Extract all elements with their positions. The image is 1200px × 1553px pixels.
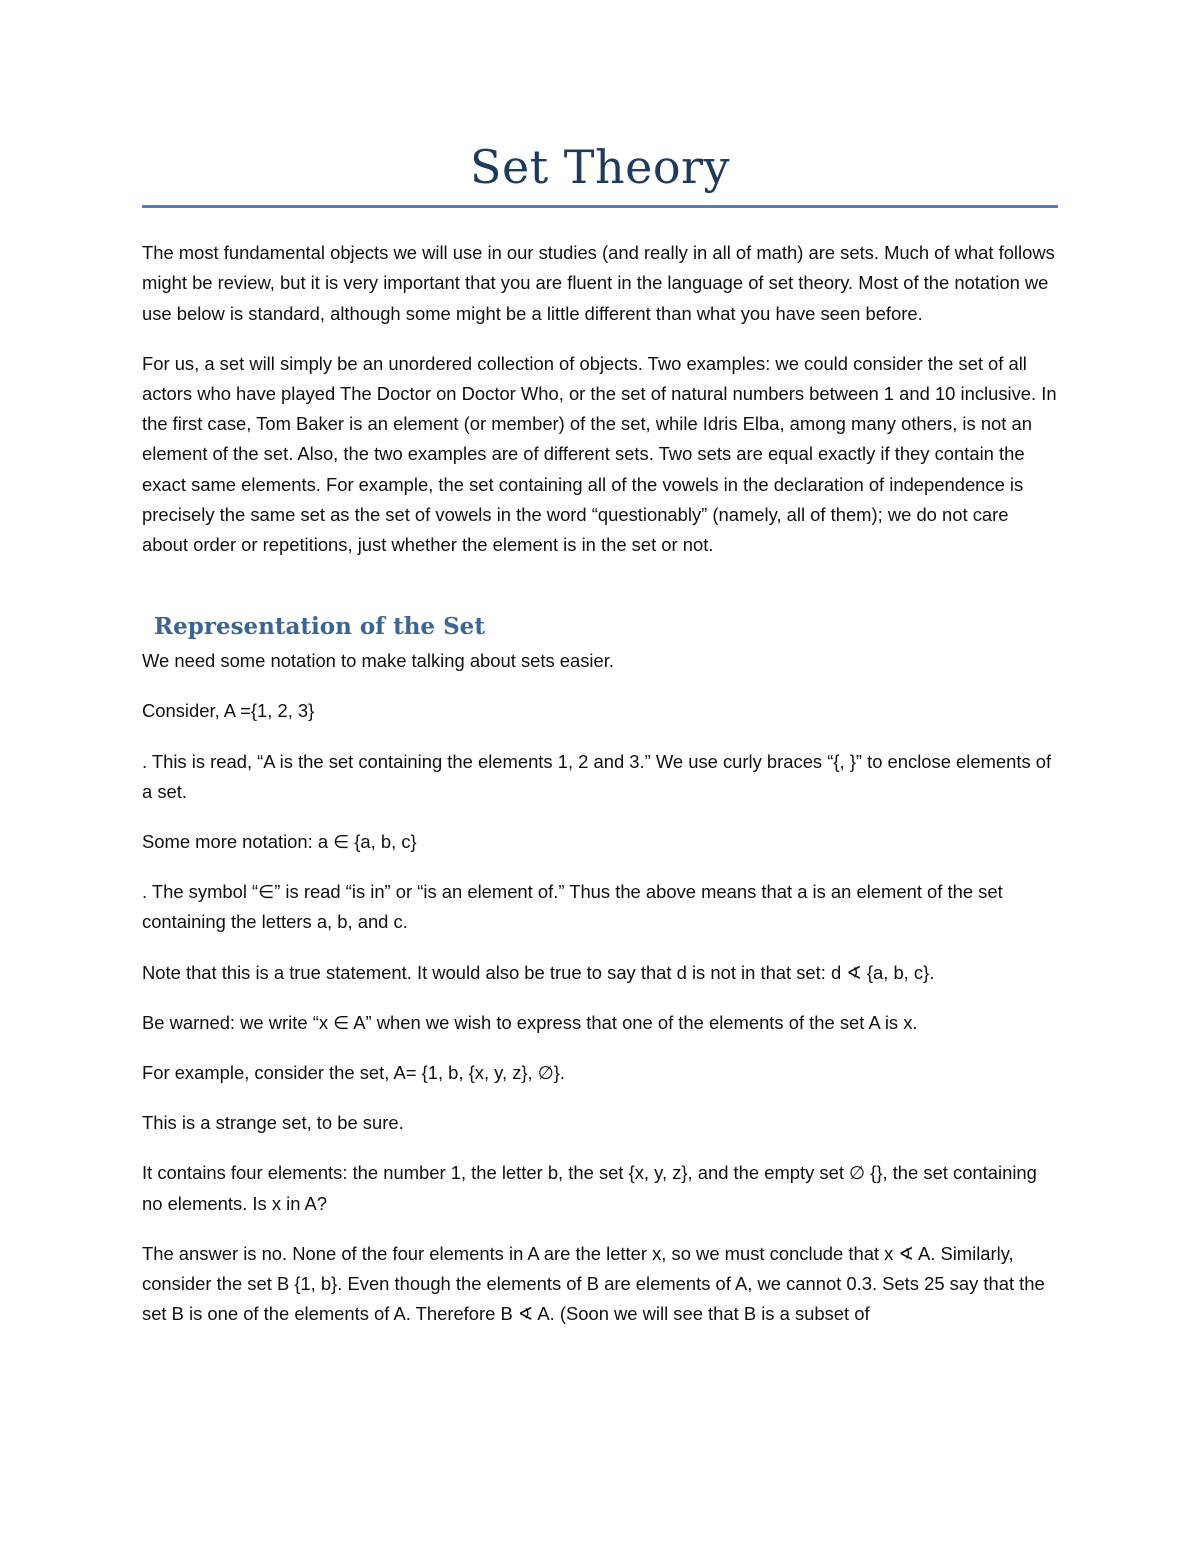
title-underline-rule (142, 205, 1058, 208)
intro-paragraph-1: The most fundamental objects we will use in our studies (and really in all of math) are sets. Much of what follows might be review, but it is very important that you are fluent in the language of set theory. Most of the notation we use below is standard, although some might be a little different than what you have seen before. (142, 242, 1055, 324)
section-paragraph-1: We need some notation to make talking about sets easier. (142, 650, 614, 672)
document-page (142, 140, 1058, 1329)
section-paragraph-6: Note that this is a true statement. It would also be true to say that d is not in that set: d ∢ {a, b, c}. (142, 961, 935, 983)
section-paragraph-7: Be warned: we write “x ∈ A” when we wish to express that one of the elements of the set A is x. (142, 1011, 918, 1033)
section-paragraph-8: For example, consider the set, A= {1, b, {x, y, z}, ∅}. (142, 1062, 566, 1084)
section-paragraph-4: Some more notation: a ∈ {a, b, c} (142, 831, 417, 853)
section-paragraph-5: . The symbol “∈” is read “is in” or “is an element of.” Thus the above means that a is an element of the set containing the letters a, b, and c. (142, 881, 1003, 933)
section-heading: Representation of the Set (154, 613, 485, 641)
section-paragraph-9: This is a strange set, to be sure. (142, 1112, 404, 1134)
section-paragraph-3: . This is read, “A is the set containing the elements 1, 2 and 3.” We use curly braces “{, }” to enclose elements of a set. (142, 750, 1052, 802)
section-paragraph-11: The answer is no. None of the four elements in A are the letter x, so we must conclude that x ∢ A. Similarly, consider the set B {1, b}. Even though the elements of B are elements of A, we cannot 0.3. Sets 25 say that the set B is one of the elements of A. Therefore B ∢ A. (Soon we will see that B is a subset of (142, 1242, 1045, 1325)
document-title: Set Theory (469, 140, 731, 194)
section-paragraph-10: It contains four elements: the number 1, the letter b, the set {x, y, z}, and the empty set ∅ {}, the set containing no elements. Is x in A? (142, 1162, 1037, 1214)
intro-paragraph-2: For us, a set will simply be an unordered collection of objects. Two examples: we could consider the set of all actors who have played The Doctor on Doctor Who, or the set of natural numbers between 1 and 10 inclusive. In the first case, Tom Baker is an element (or member) of the set, while Idris Elba, among many others, is not an element of the set. Also, the two examples are of different sets. Two sets are equal exactly if they contain the exact same elements. For example, the set containing all of the vowels in the declaration of independence is precisely the same set as the set of vowels in the word “questionably” (namely, all of them); we do not care about order or repetitions, just whether the element is in the set or not. (142, 352, 1057, 556)
section-paragraph-2: Consider, A ={1, 2, 3} (142, 700, 315, 722)
